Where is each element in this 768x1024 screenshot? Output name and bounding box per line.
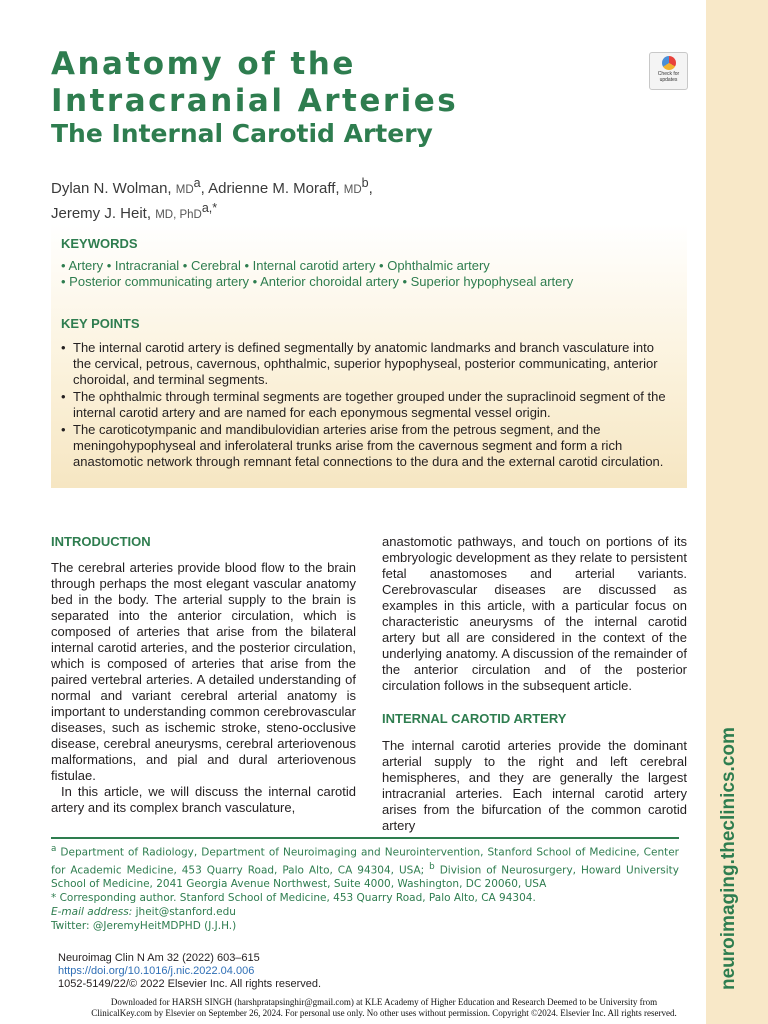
- left-column: [51, 534, 356, 816]
- article-title: [51, 46, 458, 120]
- article-subtitle: The Internal Carotid Artery: [51, 119, 433, 148]
- download-notice: [10, 997, 758, 1019]
- affil-mark: a: [51, 844, 57, 854]
- download-line: Downloaded for HARSH SINGH (harshpratapsinghir@gmail.com) at KLE Academy of Higher Education and Research Deemed to be University from: [110, 997, 658, 1007]
- email-line: [51, 905, 679, 919]
- footnote-divider: [51, 837, 679, 839]
- right-column: [382, 534, 687, 834]
- key-point-item: • The caroticotympanic and mandibulovidian arteries arise from the petrous segment, and the meningohypophyseal and inferolateral trunks arise from the cavernous segment and form a rich anastomotic network through remnant fetal connections to the dura and the external carotid circulation.: [61, 422, 671, 470]
- author-affil-mark: a: [193, 176, 201, 190]
- author-name: Dylan N. Wolman,: [51, 180, 172, 197]
- journal-url[interactable]: neuroimaging.theclinics.com: [718, 727, 739, 990]
- title-line-1: Anatomy of the: [51, 46, 356, 82]
- email-label: E-mail address:: [51, 906, 133, 918]
- corresponding-author: * Corresponding author. Stanford School of Medicine, 453 Quarry Road, Palo Alto, CA 94304.: [51, 892, 536, 904]
- author-affil-mark: b: [361, 176, 369, 190]
- keywords-heading: KEYWORDS: [61, 236, 138, 251]
- author-name: Jeremy J. Heit,: [51, 205, 152, 222]
- download-line: ClinicalKey.com by Elsevier on September 26, 2024. For personal use only. No other uses without permission. Copyright ©2024. Elsevier Inc. All rights reserved.: [91, 1008, 677, 1018]
- ica-heading: INTERNAL CAROTID ARTERY: [382, 711, 567, 726]
- affiliation-a: Department of Radiology, Department of Neuroimaging and Neurointervention, Stanford School of Medicine, Center for Academic Medicine, 453 Quarry Road, Palo Alto, CA 94304, USA;: [51, 846, 679, 876]
- introduction-heading: INTRODUCTION: [51, 534, 151, 549]
- author-degree: MD: [343, 184, 362, 196]
- keywords-line: • Artery • Intracranial • Cerebral • Internal carotid artery • Ophthalmic artery: [61, 258, 490, 273]
- crossmark-icon: [662, 56, 676, 70]
- bibliographic-info: [58, 952, 321, 991]
- author-degree: MD: [175, 184, 194, 196]
- body-paragraph: anastomotic pathways, and touch on portions of its embryologic development as they relate to persistent fetal anastomoses and arterial variants. Cerebrovascular diseases are discussed as examples in this article, with a particular focus on characteristic aneurysms of the internal carotid artery but all are considered in the context of the underlying anatomy. A discussion of the remainder of the anterior circulation and of the posterior circulation follows in the subsequent article.: [382, 534, 687, 693]
- author-affil-mark: a,*: [201, 201, 218, 215]
- affil-mark: b: [429, 861, 435, 872]
- key-points-heading: KEY POINTS: [61, 316, 140, 331]
- body-paragraph: In this article, we will discuss the internal carotid artery and its complex branch vasculature,: [51, 784, 356, 815]
- affiliations: [51, 842, 679, 891]
- key-point-item: • The internal carotid artery is defined segmentally by anatomic landmarks and branch vasculature into the cervical, petrous, cavernous, ophthalmic, superior hypophyseal, posterior communicating, anterior choroidal, and terminal segments.: [61, 340, 671, 388]
- keywords-line: • Posterior communicating artery • Anterior choroidal artery • Superior hypophyseal artery: [61, 274, 574, 289]
- doi-link[interactable]: https://doi.org/10.1016/j.nic.2022.04.006: [58, 965, 255, 977]
- author-name: Adrienne M. Moraff,: [208, 180, 340, 197]
- check-for-updates-label: Check for updates: [657, 71, 680, 83]
- author-list: Dylan N. Wolman, $MD^a$, Adrienne M. Moraff, $MD^b$, Jeremy J. Heit, MD, PhD$^{a,*}$: [51, 176, 373, 222]
- journal-citation: Neuroimag Clin N Am 32 (2022) 603–615: [58, 952, 260, 964]
- check-for-updates-button[interactable]: [649, 52, 688, 90]
- key-points-list: [61, 340, 671, 471]
- title-line-2: Intracranial Arteries: [51, 83, 459, 119]
- key-point-item: • The ophthalmic through terminal segments are together grouped under the supraclinoid segment of the internal carotid artery and are named for each eponymous segmental vessel origin.: [61, 389, 671, 421]
- copyright-line: 1052-5149/22/© 2022 Elsevier Inc. All rights reserved.: [58, 978, 322, 990]
- body-paragraph: The internal carotid arteries provide the dominant arterial supply to the right and left cerebral hemispheres, and they are generally the largest intracranial arteries. Each internal carotid artery arises from the bifurcation of the common carotid artery: [382, 738, 687, 833]
- keywords-list: [61, 258, 681, 290]
- body-paragraph: The cerebral arteries provide blood flow to the brain through perhaps the most elegant vascular anatomy bed in the body. The arterial supply to the brain is separated into the anterior circulation, which is composed of arteries that arise from the bilateral internal carotid arteries, and the posterior circulation, which is composed of arteries that arise from the paired vertebral arteries. A detailed understanding of normal and variant cerebral arterial anatomy is important to understanding common cerebrovascular diseases, such as ischemic stroke, steno-occlusive disease, cerebral aneurysms, cerebral arteriovenous malformations, and pial and dural arteriovenous fistulae.: [51, 560, 356, 783]
- author-degree: MD, PhD: [155, 209, 202, 221]
- twitter-handle: Twitter: @JeremyHeitMDPHD (J.J.H.): [51, 920, 237, 932]
- affiliation-b: Division of Neurosurgery, Howard University School of Medicine, 2041 Georgia Avenue Northwest, Suite 4000, Washington, DC 20060, USA: [51, 864, 680, 890]
- email-link[interactable]: jheit@stanford.edu: [135, 906, 236, 918]
- footnotes: [51, 842, 679, 933]
